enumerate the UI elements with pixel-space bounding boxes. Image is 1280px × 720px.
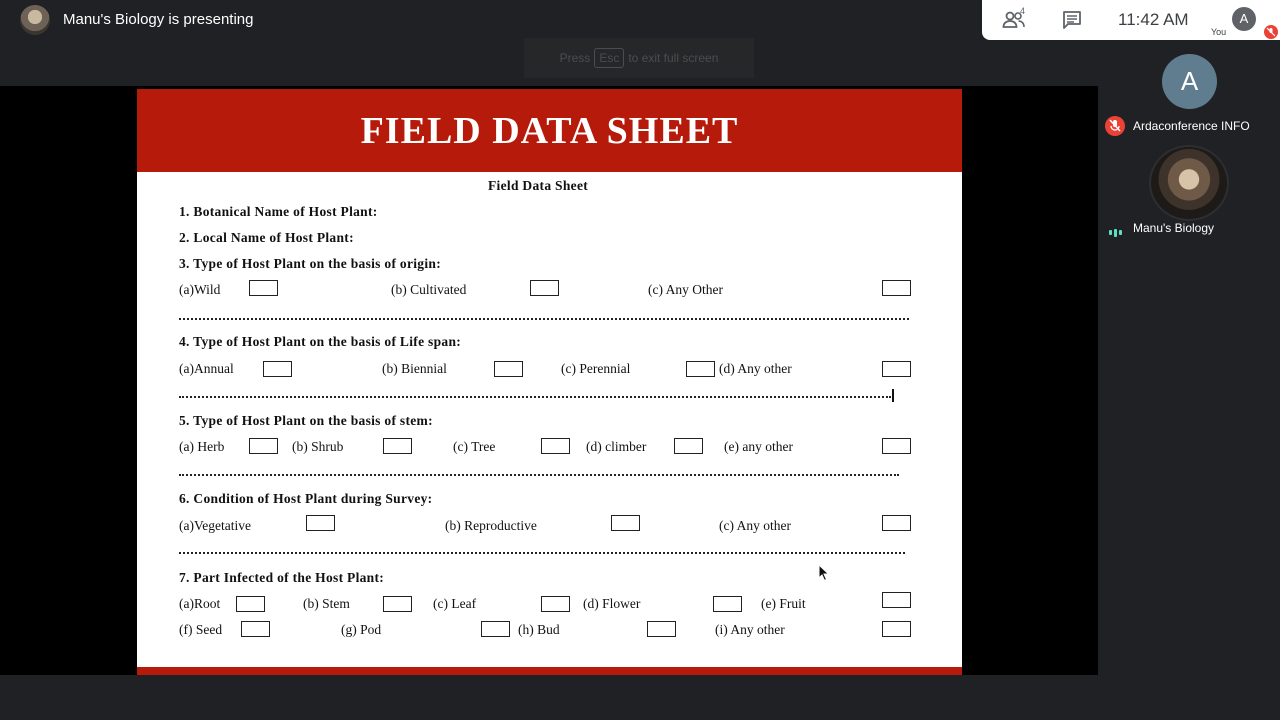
checkbox (494, 361, 523, 377)
option-label: (b) Reproductive (445, 518, 537, 533)
checkbox (241, 621, 270, 637)
checkbox (263, 361, 292, 377)
meeting-controls-card (982, 0, 1280, 40)
checkbox (481, 621, 510, 637)
checkbox (713, 596, 742, 612)
option-label: (d) climber (586, 439, 647, 454)
option-label: (b) Stem (303, 596, 350, 611)
shared-slide (137, 89, 962, 675)
checkbox (882, 515, 911, 531)
option-label: (a)Wild (179, 282, 221, 297)
question-3: 3. Type of Host Plant on the basis of origin: (179, 256, 442, 271)
option-label: (e) Fruit (761, 596, 806, 611)
checkbox (383, 438, 412, 454)
dotted-line (179, 552, 905, 554)
option-label: (a)Vegetative (179, 518, 251, 533)
checkbox (530, 280, 559, 296)
option-label: (b) Biennial (382, 361, 447, 376)
checkbox (236, 596, 265, 612)
checkbox (383, 596, 412, 612)
presenter-title: Manu's Biology is presenting (63, 11, 254, 28)
checkbox (541, 438, 570, 454)
participant-video-thumbnail[interactable] (1149, 145, 1229, 221)
checkbox (647, 621, 676, 637)
option-label: (i) Any other (715, 622, 785, 637)
people-count: 4 (1020, 6, 1026, 16)
dotted-line (179, 318, 909, 320)
checkbox (882, 592, 911, 608)
checkbox (674, 438, 703, 454)
slide-banner-title: FIELD DATA SHEET (360, 110, 739, 152)
sheet-title: Field Data Sheet (488, 178, 589, 193)
self-avatar[interactable]: A (1232, 7, 1256, 31)
checkbox (686, 361, 715, 377)
checkbox (541, 596, 570, 612)
checkbox (882, 280, 911, 296)
option-label: (c) Tree (453, 439, 496, 454)
participant-avatar[interactable]: A (1162, 54, 1217, 109)
text-cursor (892, 389, 894, 402)
esc-key: Esc (594, 48, 624, 68)
participant-name: Ardaconference INFO (1133, 119, 1250, 133)
slide-footer-bar (137, 667, 962, 675)
dotted-line (179, 396, 891, 398)
checkbox (882, 438, 911, 454)
option-label: (b) Shrub (292, 439, 344, 454)
exit-fullscreen-hint: Press Esc to exit full screen (524, 38, 754, 78)
option-label: (c) Perennial (561, 361, 631, 376)
option-label: (e) any other (724, 439, 793, 454)
question-2: 2. Local Name of Host Plant: (179, 230, 354, 245)
question-5: 5. Type of Host Plant on the basis of stem: (179, 413, 433, 428)
checkbox (306, 515, 335, 531)
checkbox (249, 438, 278, 454)
option-label: (b) Cultivated (391, 282, 467, 297)
option-label: (h) Bud (518, 622, 560, 637)
mouse-pointer-icon (818, 564, 830, 587)
option-label: (d) Any other (719, 361, 792, 376)
checkbox (882, 621, 911, 637)
option-label: (c) Any Other (648, 282, 723, 297)
speaking-indicator-icon (1109, 224, 1124, 242)
question-4: 4. Type of Host Plant on the basis of Life span: (179, 334, 462, 349)
mic-off-icon (1105, 116, 1125, 136)
option-label: (a)Annual (179, 361, 234, 376)
presenter-avatar (20, 5, 50, 35)
checkbox (611, 515, 640, 531)
question-1: 1. Botanical Name of Host Plant: (179, 204, 378, 219)
option-label: (c) Leaf (433, 596, 477, 611)
option-label: (f) Seed (179, 622, 223, 637)
question-6: 6. Condition of Host Plant during Survey: (179, 491, 433, 506)
checkbox (882, 361, 911, 377)
option-label: (d) Flower (583, 596, 641, 611)
option-label: (a)Root (179, 596, 221, 611)
mic-off-icon (1264, 25, 1278, 39)
chat-icon[interactable] (1062, 10, 1082, 30)
checkbox (249, 280, 278, 296)
option-label: (c) Any other (719, 518, 791, 533)
question-7: 7. Part Infected of the Host Plant: (179, 570, 385, 585)
option-label: (a) Herb (179, 439, 225, 454)
slide-banner (137, 89, 962, 172)
participant-name: Manu's Biology (1133, 221, 1214, 235)
self-label: You (1211, 27, 1227, 37)
dotted-line (179, 474, 899, 476)
option-label: (g) Pod (341, 622, 382, 637)
clock: 11:42 AM (1118, 10, 1189, 29)
